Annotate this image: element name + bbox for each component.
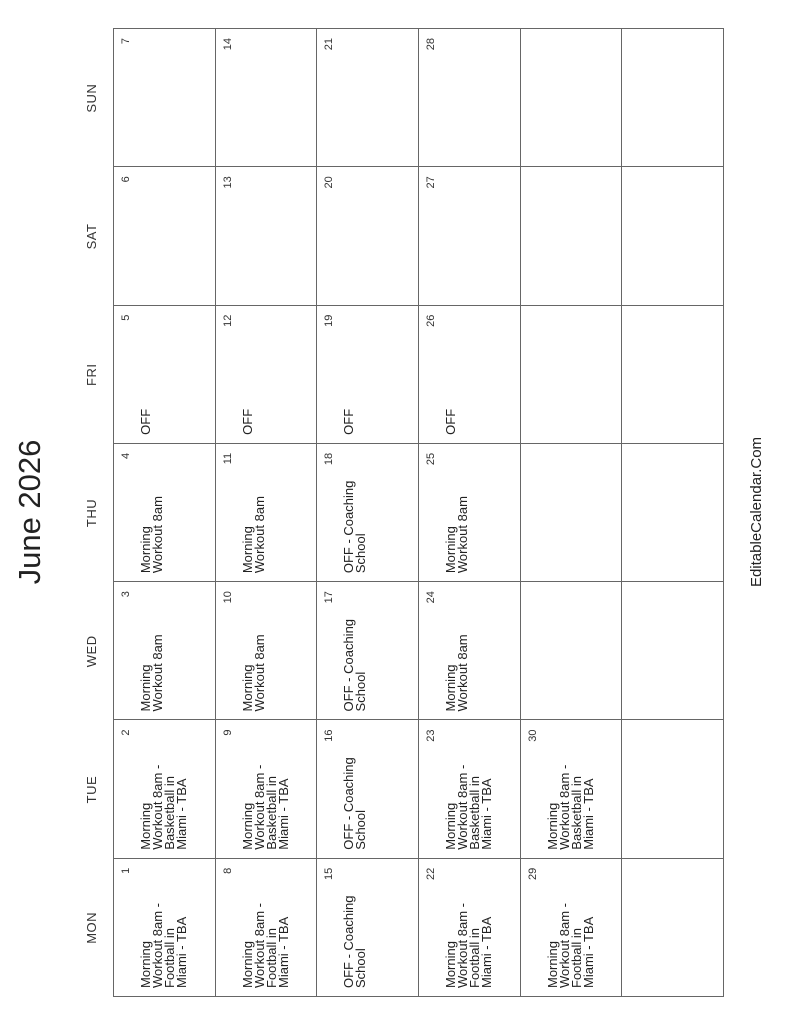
day-cell [114, 858, 216, 996]
day-cell [521, 305, 623, 443]
day-number: 22 [424, 867, 437, 880]
day-number: 25 [424, 452, 437, 466]
event-text: Morning Workout 8am - Football in Miami - TBA [544, 902, 596, 988]
day-number: 12 [221, 314, 234, 327]
event-text: Morning Workout 8am - Football in Miami - TBA [138, 902, 189, 988]
day-cell [521, 28, 623, 166]
day-cell [622, 443, 724, 581]
day-cell [419, 305, 521, 443]
day-cell [114, 28, 216, 166]
event-text: OFF - Coaching School [341, 895, 369, 988]
day-cell [317, 719, 419, 857]
day-number: 1 [120, 867, 132, 874]
day-cell [317, 28, 419, 166]
day-number: 28 [424, 38, 437, 51]
day-number: 20 [323, 176, 336, 189]
weekday-fri: FRI [83, 363, 99, 386]
day-number: 10 [221, 591, 234, 604]
event-text: OFF [138, 408, 153, 435]
day-cell [317, 166, 419, 304]
day-number: 7 [120, 38, 132, 45]
day-number: 29 [526, 867, 539, 880]
event-text: OFF - Coaching School [341, 757, 369, 850]
event-text: Morning Workout 8am [138, 634, 165, 712]
day-cell [317, 305, 419, 443]
day-cell [622, 305, 724, 443]
day-cell [216, 858, 318, 996]
day-cell [521, 858, 623, 996]
day-cell [622, 719, 724, 857]
day-number: 13 [221, 176, 234, 189]
weekday-mon: MON [83, 911, 99, 944]
day-cell [622, 581, 724, 719]
day-number: 26 [424, 314, 437, 327]
day-cell [317, 858, 419, 996]
day-number: 17 [323, 591, 336, 604]
day-number: 2 [120, 729, 132, 736]
day-cell [114, 166, 216, 304]
day-number: 15 [323, 867, 336, 880]
day-number: 30 [526, 729, 539, 742]
event-text: OFF - Coaching School [341, 480, 369, 574]
day-number: 9 [221, 729, 234, 736]
weekday-wed: WED [83, 635, 99, 668]
day-number: 6 [120, 176, 132, 183]
weekday-sat: SAT [83, 223, 99, 250]
day-cell [419, 581, 521, 719]
day-cell [216, 28, 318, 166]
event-text: Morning Workout 8am - Football in Miami - TBA [442, 902, 494, 988]
event-text: Morning Workout 8am - Basketball in Miami - TBA [442, 764, 494, 850]
day-cell [114, 305, 216, 443]
day-number: 5 [120, 314, 132, 321]
day-number: 11 [221, 452, 234, 465]
day-cell [419, 166, 521, 304]
day-number: 19 [323, 314, 336, 327]
day-cell [114, 719, 216, 857]
event-text: OFF [239, 408, 255, 435]
event-text: Morning Workout 8am [239, 496, 267, 574]
day-cell [216, 581, 318, 719]
day-cell [114, 581, 216, 719]
day-cell [419, 28, 521, 166]
page-title: June 2026 [12, 439, 47, 585]
day-cell [521, 166, 623, 304]
event-text: Morning Workout 8am [138, 496, 165, 574]
day-number: 21 [323, 38, 336, 51]
day-cell [114, 443, 216, 581]
event-text: Morning Workout 8am - Football in Miami - TBA [239, 902, 291, 988]
day-cell [521, 443, 623, 581]
weekday-sun: SUN [83, 83, 99, 113]
day-number: 3 [120, 591, 132, 598]
event-text: OFF - Coaching School [341, 618, 369, 712]
day-cell [216, 443, 318, 581]
day-cell [521, 581, 623, 719]
event-text: Morning Workout 8am [442, 634, 470, 712]
footer-credit: EditableCalendar.Com [748, 436, 765, 588]
weekday-header [72, 29, 110, 997]
day-number: 24 [424, 591, 437, 604]
day-cell [419, 719, 521, 857]
day-number: 18 [323, 452, 336, 466]
day-cell [216, 166, 318, 304]
day-number: 4 [120, 452, 132, 459]
day-number: 27 [424, 176, 437, 189]
day-cell [521, 719, 623, 857]
calendar-grid [113, 28, 724, 997]
day-number: 8 [221, 867, 234, 874]
event-text: Morning Workout 8am [239, 634, 267, 712]
event-text: Morning Workout 8am - Basketball in Miami - TBA [544, 764, 596, 850]
day-number: 16 [323, 729, 336, 742]
day-cell [317, 581, 419, 719]
day-number: 23 [424, 729, 437, 742]
day-cell [419, 443, 521, 581]
event-text: OFF [341, 408, 357, 435]
day-cell [317, 443, 419, 581]
day-cell [216, 719, 318, 857]
weekday-tue: TUE [83, 775, 99, 804]
event-text: OFF [442, 408, 458, 435]
day-cell [622, 858, 724, 996]
day-number: 14 [221, 38, 234, 51]
day-cell [622, 28, 724, 166]
event-text: Morning Workout 8am - Basketball in Miami - TBA [138, 764, 189, 850]
event-text: Morning Workout 8am [442, 496, 470, 574]
weekday-thu: THU [83, 498, 99, 528]
event-text: Morning Workout 8am - Basketball in Miami - TBA [239, 764, 291, 850]
day-cell [216, 305, 318, 443]
day-cell [622, 166, 724, 304]
day-cell [419, 858, 521, 996]
